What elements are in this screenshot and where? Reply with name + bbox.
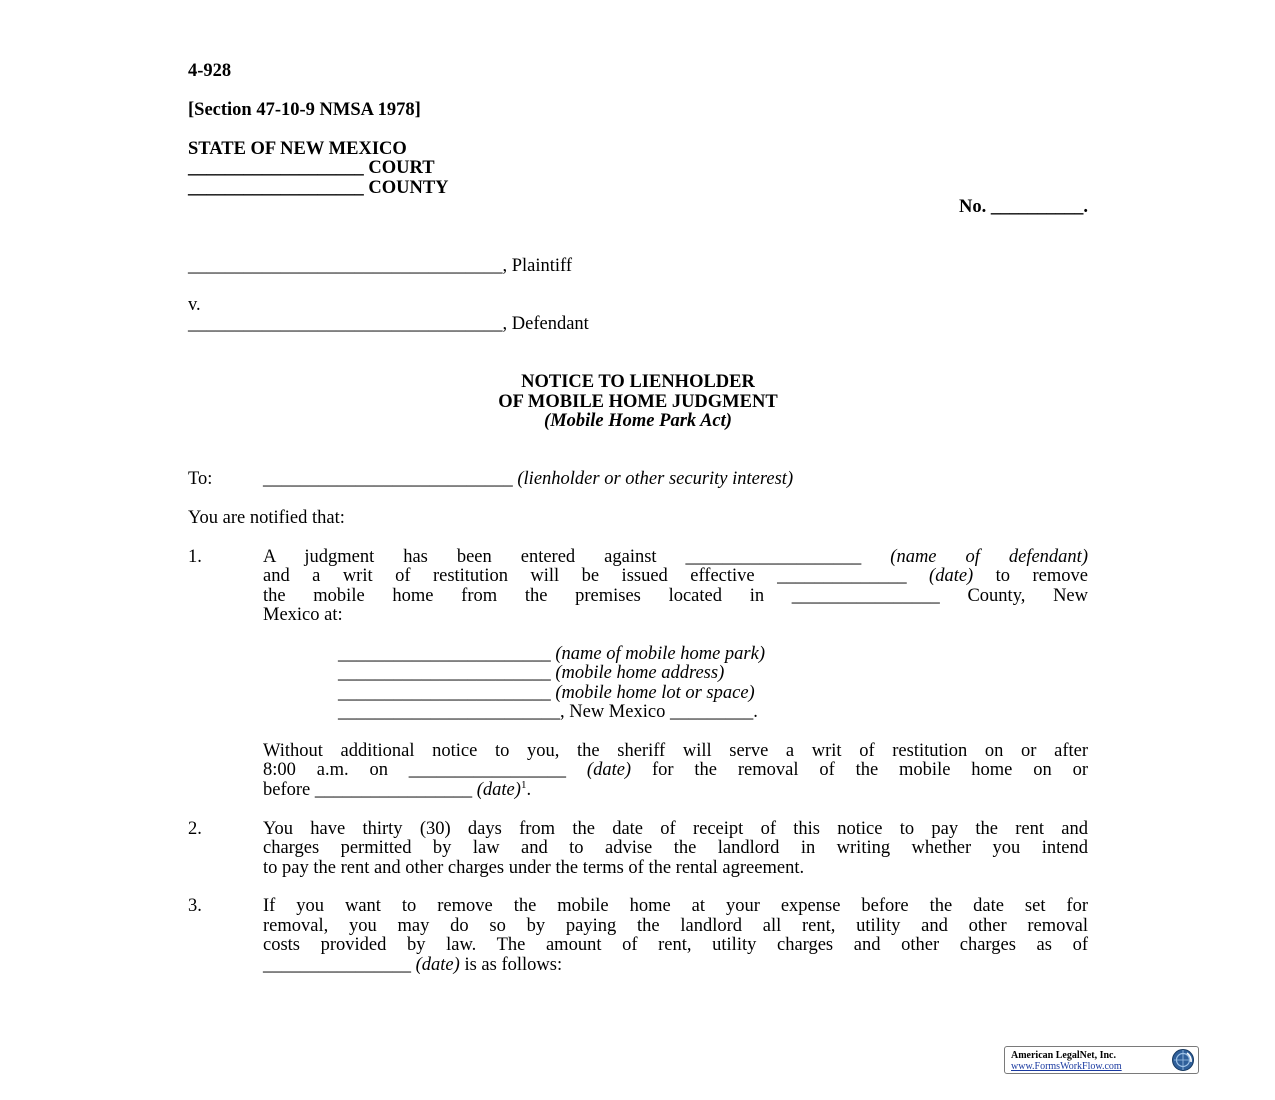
item-2-line-3: to pay the rent and other charges under the terms of the rental agreement. [263,858,805,878]
publisher-url[interactable]: www.FormsWorkFlow.com [1011,1061,1122,1072]
item-3-line-1: If you want to remove the mobile home at your expense before the date set for [263,896,1088,916]
item-1-number: 1. [188,547,202,567]
writ-line-2 [263,761,1088,780]
title-line-3: (Mobile Home Park Act) [544,411,732,431]
address-blank: _______________________ [338,644,551,664]
item-3-line-2: removal, you may do so by paying the landlord all rent, utility and other removal [263,916,1088,936]
statute-section: [Section 47-10-9 NMSA 1978] [188,100,421,120]
item-1-hint: (date) [929,566,974,586]
defendant-line: __________________________________, Defendant [188,314,589,334]
writ-line-3 [263,781,531,800]
address-hint: (name of mobile home park) [555,644,765,664]
item-1-line-2 [263,567,1088,586]
title-line-2: OF MOBILE HOME JUDGMENT [498,392,778,412]
address-lot [338,684,755,703]
item-2-number: 2. [188,819,202,839]
item-2-line-1: You have thirty (30) days from the date of receipt of this notice to pay the rent and [263,819,1088,839]
address-blank: _______________________ [338,683,551,703]
to-label: To: [188,469,213,489]
item-3-hint: (date) [415,955,460,975]
address-park [338,645,765,664]
item-1-line-3: the mobile home from the premises located in ________________ County, New [263,586,1088,606]
item-3-line-3: costs provided by law. The amount of rent, utility charges and other charges as of [263,935,1088,955]
writ-text: for the removal of the mobile home on or [651,760,1088,780]
to-hint: (lienholder or other security interest) [517,469,794,489]
county-line: ___________________ COUNTY [188,178,449,198]
address-hint: (mobile home address) [555,663,725,683]
address-city-line: ________________________, New Mexico _________. [338,702,758,722]
item-2-line-2: charges permitted by law and to advise the landlord in writing whether you intend [263,838,1088,858]
item-1-line-1 [263,548,1088,567]
item-3-number: 3. [188,896,202,916]
to-field [263,470,793,489]
item-1-text: to remove [995,566,1088,586]
versus: v. [188,295,201,315]
item-3-line-4 [263,956,562,975]
state-heading: STATE OF NEW MEXICO [188,139,407,159]
item-1-text: A judgment has been entered against ___________________ [263,547,862,567]
writ-hint: (date) [476,780,521,800]
publisher-name: American LegalNet, Inc. [1011,1050,1116,1061]
case-number: No. __________. [959,197,1088,217]
address-street [338,664,724,683]
address-blank: _______________________ [338,663,551,683]
address-hint: (mobile home lot or space) [555,683,755,703]
publisher-logo[interactable] [1004,1046,1199,1074]
writ-text: before _________________ [263,780,473,800]
item-3-text: ________________ [263,955,411,975]
to-blank: ___________________________ [263,469,513,489]
court-line: ___________________ COURT [188,158,435,178]
item-1-hint: (name of defendant) [890,547,1088,567]
writ-text: . [526,780,532,800]
title-line-1: NOTICE TO LIENHOLDER [521,372,755,392]
footnote-marker: 1 [520,779,527,791]
intro-text: You are notified that: [188,508,345,528]
plaintiff-line: __________________________________, Plaintiff [188,256,573,276]
item-1-line-4: Mexico at: [263,605,343,625]
globe-icon [1171,1048,1195,1072]
item-3-text: is as follows: [464,955,563,975]
form-number: 4-928 [188,61,232,81]
item-1-text: and a writ of restitution will be issued effective ______________ [263,566,907,586]
writ-line-1: Without additional notice to you, the sheriff will serve a writ of restitution on or after [263,741,1088,761]
writ-hint: (date) [586,760,632,780]
writ-text: 8:00 a.m. on _________________ [263,760,567,780]
